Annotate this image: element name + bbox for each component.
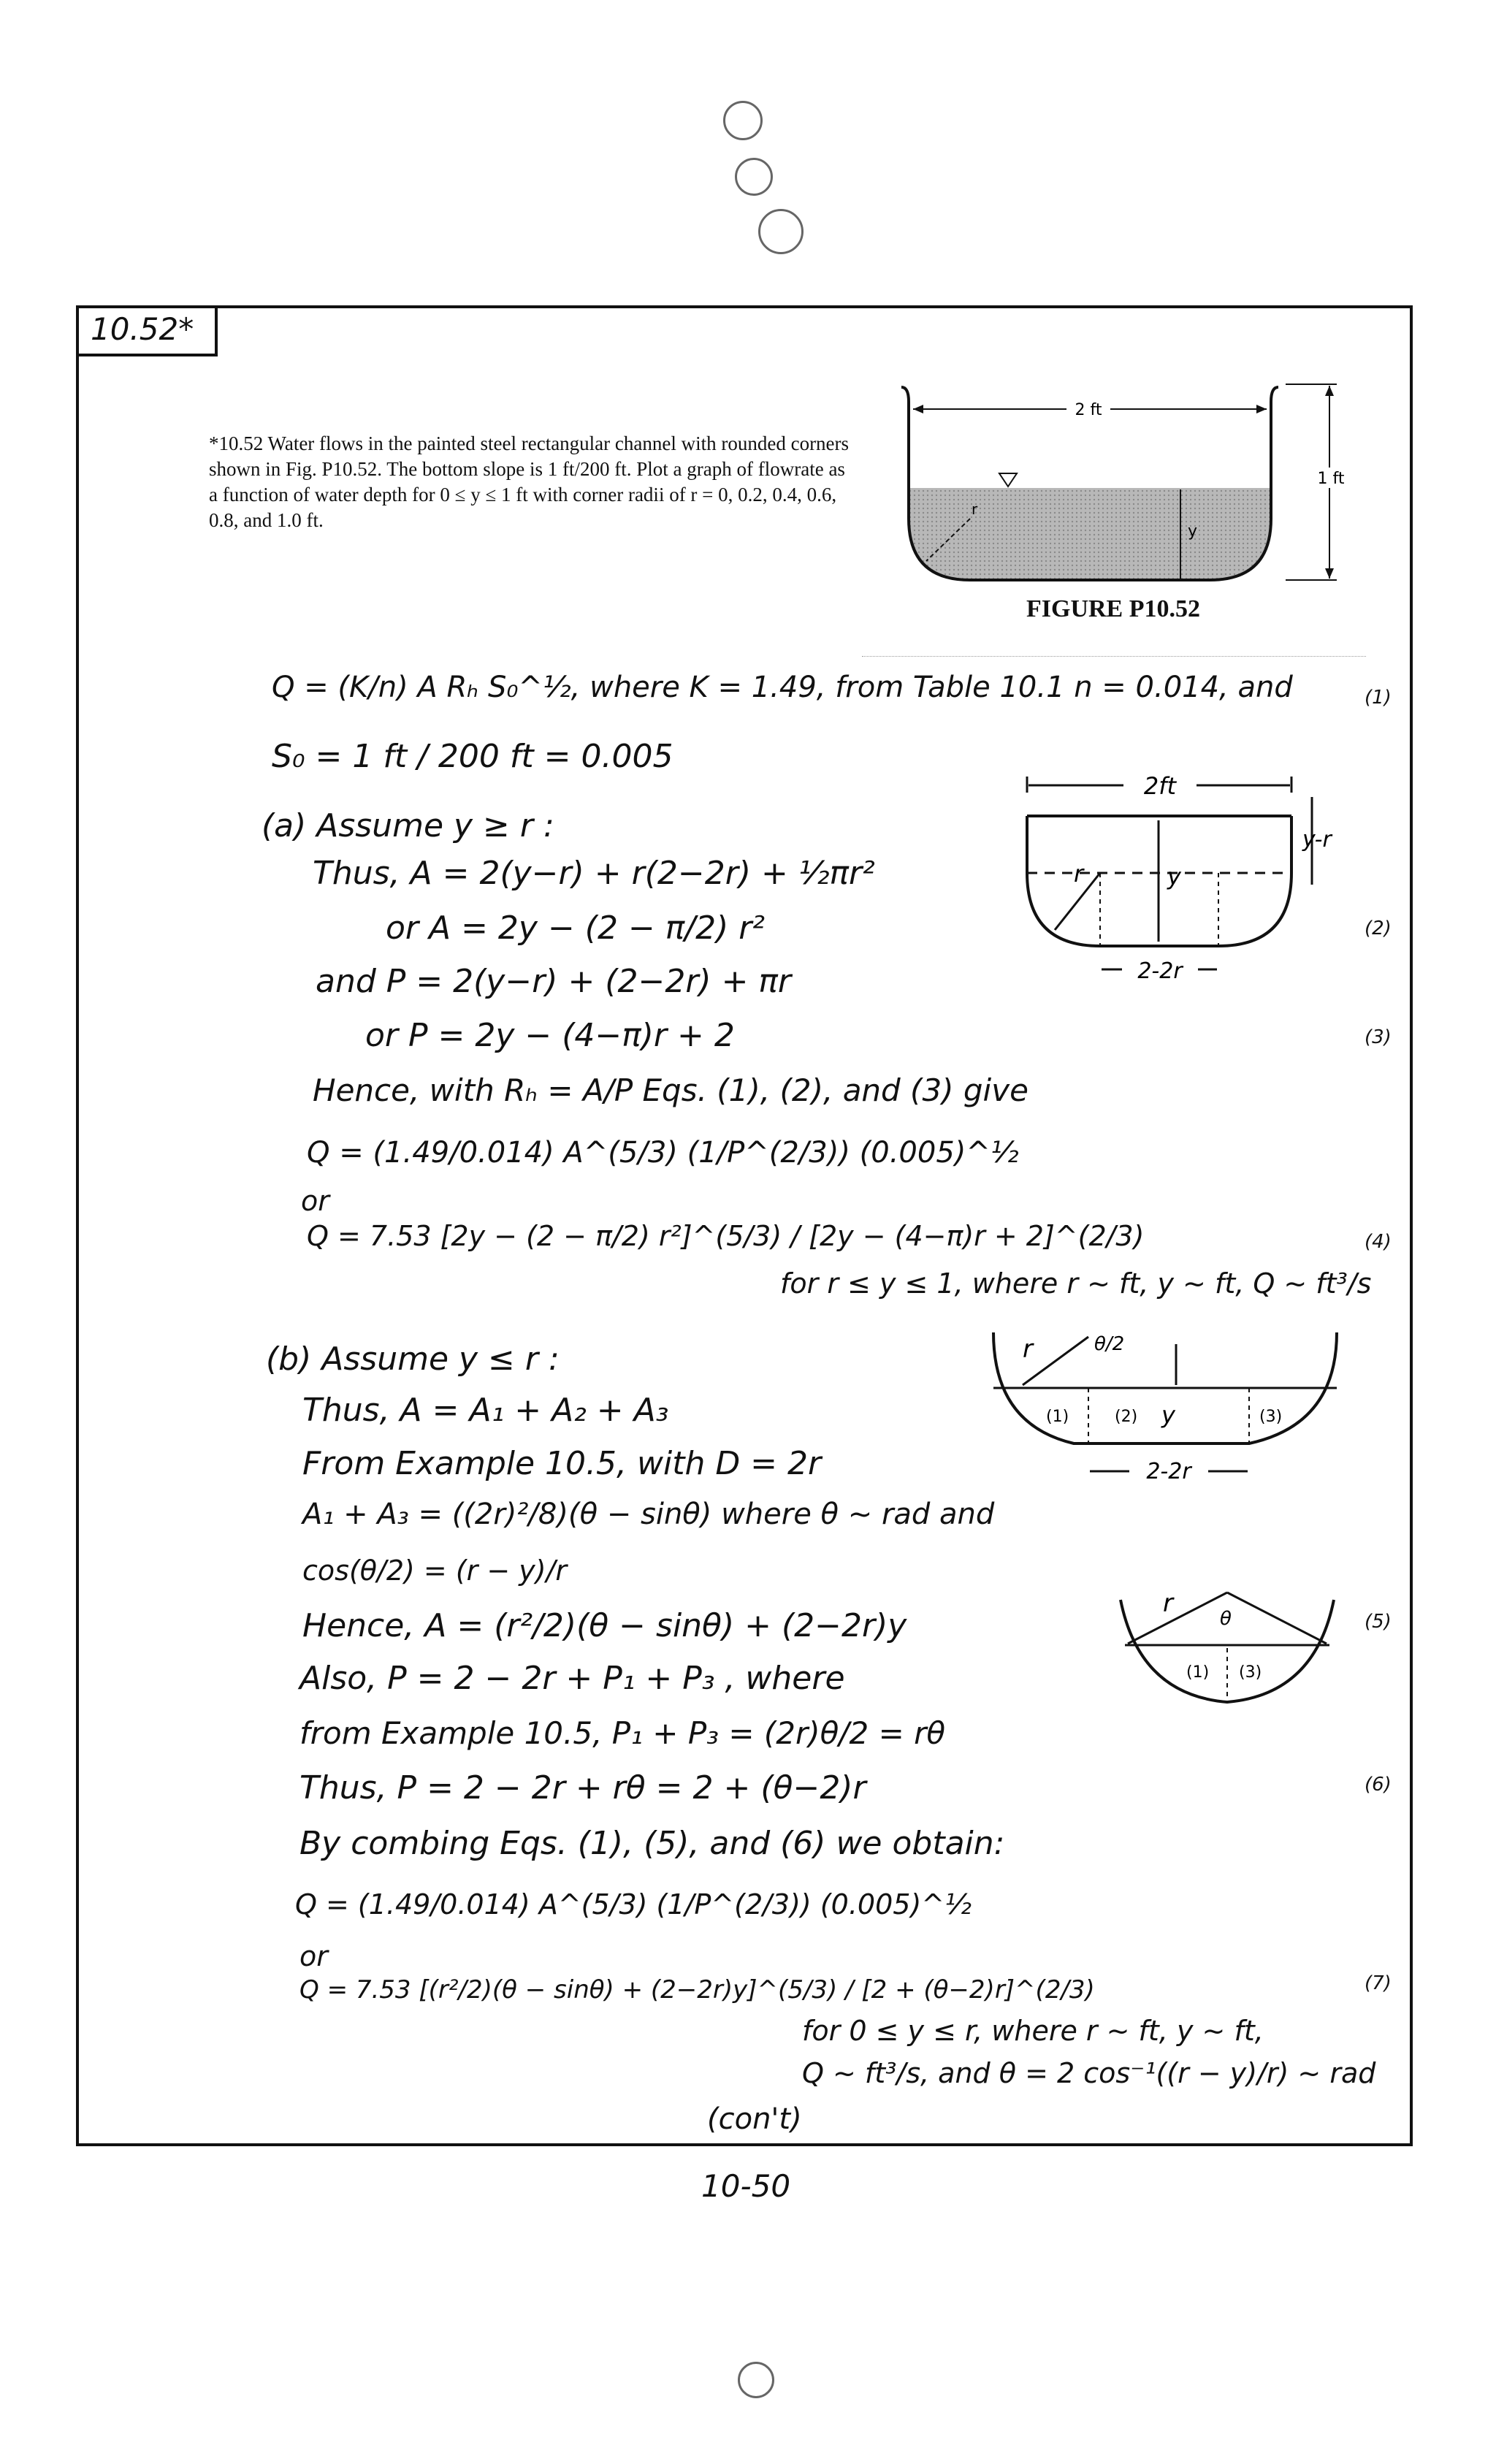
eq-flow-a1: Q = (1.49/0.014) A^(5/3) (1/P^(2/3)) (0.005)^½ xyxy=(307,1136,1019,1170)
continued-note: (con't) xyxy=(707,2102,802,2136)
combine-statement-b: By combing Eqs. (1), (5), and (6) we obtain: xyxy=(299,1825,1005,1862)
figure-width-label: 2 ft xyxy=(1075,401,1102,419)
eq-perimeter-b3: Thus, P = 2 − 2r + rθ = 2 + (θ−2)r xyxy=(299,1769,866,1807)
sketch-shallow-flow xyxy=(979,1315,1359,1505)
range-note-a: for r ≤ y ≤ 1, where r ~ ft, y ~ ft, Q ~ ft³/s xyxy=(780,1267,1372,1300)
hence-statement-a: Hence, with Rₕ = A/P Eqs. (1), (2), and (3) give xyxy=(313,1072,1028,1108)
problem-statement: *10.52 Water flows in the painted steel rectangular channel with rounded corners shown in Fig. P10.52. The bottom slope is 1 ft/200 ft. Plot a graph of flowrate as a function of water depth for 0 ≤ y ≤ 1 ft with corner radii of r = 0, 0.2, 0.4, 0.6, 0.8, and 1.0 ft. xyxy=(209,432,850,531)
binder-hole-middle xyxy=(735,158,773,196)
eq-cos-theta: cos(θ/2) = (r − y)/r xyxy=(302,1555,568,1587)
eq-number-2: (2) xyxy=(1365,918,1392,939)
eq-area-b3: Hence, A = (r²/2)(θ − sinθ) + (2−2r)y xyxy=(302,1607,907,1644)
figure-r-label: r xyxy=(972,500,978,518)
figure-height-label: 1 ft xyxy=(1317,470,1345,488)
eq-manning: Q = (K/n) A Rₕ S₀^½, where K = 1.49, from Table 10.1 n = 0.014, and xyxy=(272,671,1293,704)
eq-slope: S₀ = 1 ft / 200 ft = 0.005 xyxy=(272,738,673,775)
sketch2-bottom: 2-2r xyxy=(1146,1459,1191,1484)
sketch3-r: r xyxy=(1163,1589,1173,1618)
eq-flow-b2: Q = 7.53 [(r²/2)(θ − sinθ) + (2−2r)y]^(5/3) / [2 + (θ−2)r]^(2/3) xyxy=(299,1975,1095,2005)
range-note-b1: for 0 ≤ y ≤ r, where r ~ ft, y ~ ft, xyxy=(802,2015,1264,2047)
eq-perimeter-a1: and P = 2(y−r) + (2−2r) + πr xyxy=(316,963,791,1000)
sketch1-r: r xyxy=(1074,860,1084,888)
eq-area-a2: or A = 2y − (2 − π/2) r² xyxy=(386,909,765,947)
eq-perimeter-b1: Also, P = 2 − 2r + P₁ + P₃ , where xyxy=(299,1660,845,1697)
sketch2-a3: (3) xyxy=(1259,1408,1283,1426)
binder-hole-bottom xyxy=(738,2362,774,2398)
figure-divider xyxy=(862,656,1366,657)
eq-perimeter-a2: or P = 2y − (4−π)r + 2 xyxy=(365,1017,735,1054)
sketch2-a1: (1) xyxy=(1046,1408,1069,1426)
problem-tag-box xyxy=(76,305,218,356)
example-ref-b: From Example 10.5, with D = 2r xyxy=(302,1445,822,1482)
eq-area-a1: Thus, A = 2(y−r) + r(2−2r) + ½πr² xyxy=(313,855,875,892)
eq-number-5: (5) xyxy=(1365,1611,1392,1633)
sketch3-a1: (1) xyxy=(1186,1663,1210,1682)
binder-hole-top xyxy=(723,101,763,140)
eq-perimeter-b2: from Example 10.5, P₁ + P₃ = (2r)θ/2 = rθ xyxy=(299,1715,946,1751)
range-note-b2: Q ~ ft³/s, and θ = 2 cos⁻¹((r − y)/r) ~ rad xyxy=(802,2057,1376,2089)
part-b-heading: (b) Assume y ≤ r : xyxy=(266,1340,560,1378)
sketch-deep-flow xyxy=(1007,763,1372,1004)
problem-tag: 10.52* xyxy=(91,311,194,347)
or-label-a: or xyxy=(301,1185,329,1217)
eq-area-b2: A₁ + A₃ = ((2r)²/8)(θ − sinθ) where θ ~ rad and xyxy=(302,1498,995,1531)
eq-number-7: (7) xyxy=(1365,1972,1392,1994)
sketch-circular-segment xyxy=(1110,1578,1344,1724)
part-a-heading: (a) Assume y ≥ r : xyxy=(262,807,554,844)
sketch2-theta: θ/2 xyxy=(1094,1333,1125,1355)
sketch3-theta: θ xyxy=(1220,1608,1232,1630)
eq-flow-a2: Q = 7.53 [2y − (2 − π/2) r²]^(5/3) / [2y − (4−π)r + 2]^(2/3) xyxy=(307,1220,1145,1252)
figure-caption: FIGURE P10.52 xyxy=(1026,595,1200,622)
eq-number-4: (4) xyxy=(1365,1231,1392,1253)
sketch1-bottom: 2-2r xyxy=(1137,958,1183,984)
or-label-b: or xyxy=(299,1940,328,1972)
binder-hole-lower xyxy=(758,209,804,254)
figure-y-label: y xyxy=(1188,522,1198,541)
sketch1-yr: y-r xyxy=(1302,827,1332,853)
sketch1-y: y xyxy=(1167,863,1181,890)
eq-flow-b1: Q = (1.49/0.014) A^(5/3) (1/P^(2/3)) (0.005)^½ xyxy=(295,1888,972,1921)
eq-area-b1: Thus, A = A₁ + A₂ + A₃ xyxy=(302,1392,669,1429)
sketch3-a3: (3) xyxy=(1239,1663,1262,1682)
sketch2-y: y xyxy=(1161,1401,1175,1429)
page-number: 10-50 xyxy=(701,2168,791,2204)
eq-number-1: (1) xyxy=(1365,687,1392,709)
sketch2-r: r xyxy=(1023,1335,1033,1364)
sketch1-width: 2ft xyxy=(1143,772,1177,800)
eq-number-6: (6) xyxy=(1365,1774,1392,1796)
eq-number-3: (3) xyxy=(1365,1026,1392,1048)
sketch2-a2: (2) xyxy=(1115,1408,1138,1426)
channel-figure xyxy=(891,380,1359,599)
